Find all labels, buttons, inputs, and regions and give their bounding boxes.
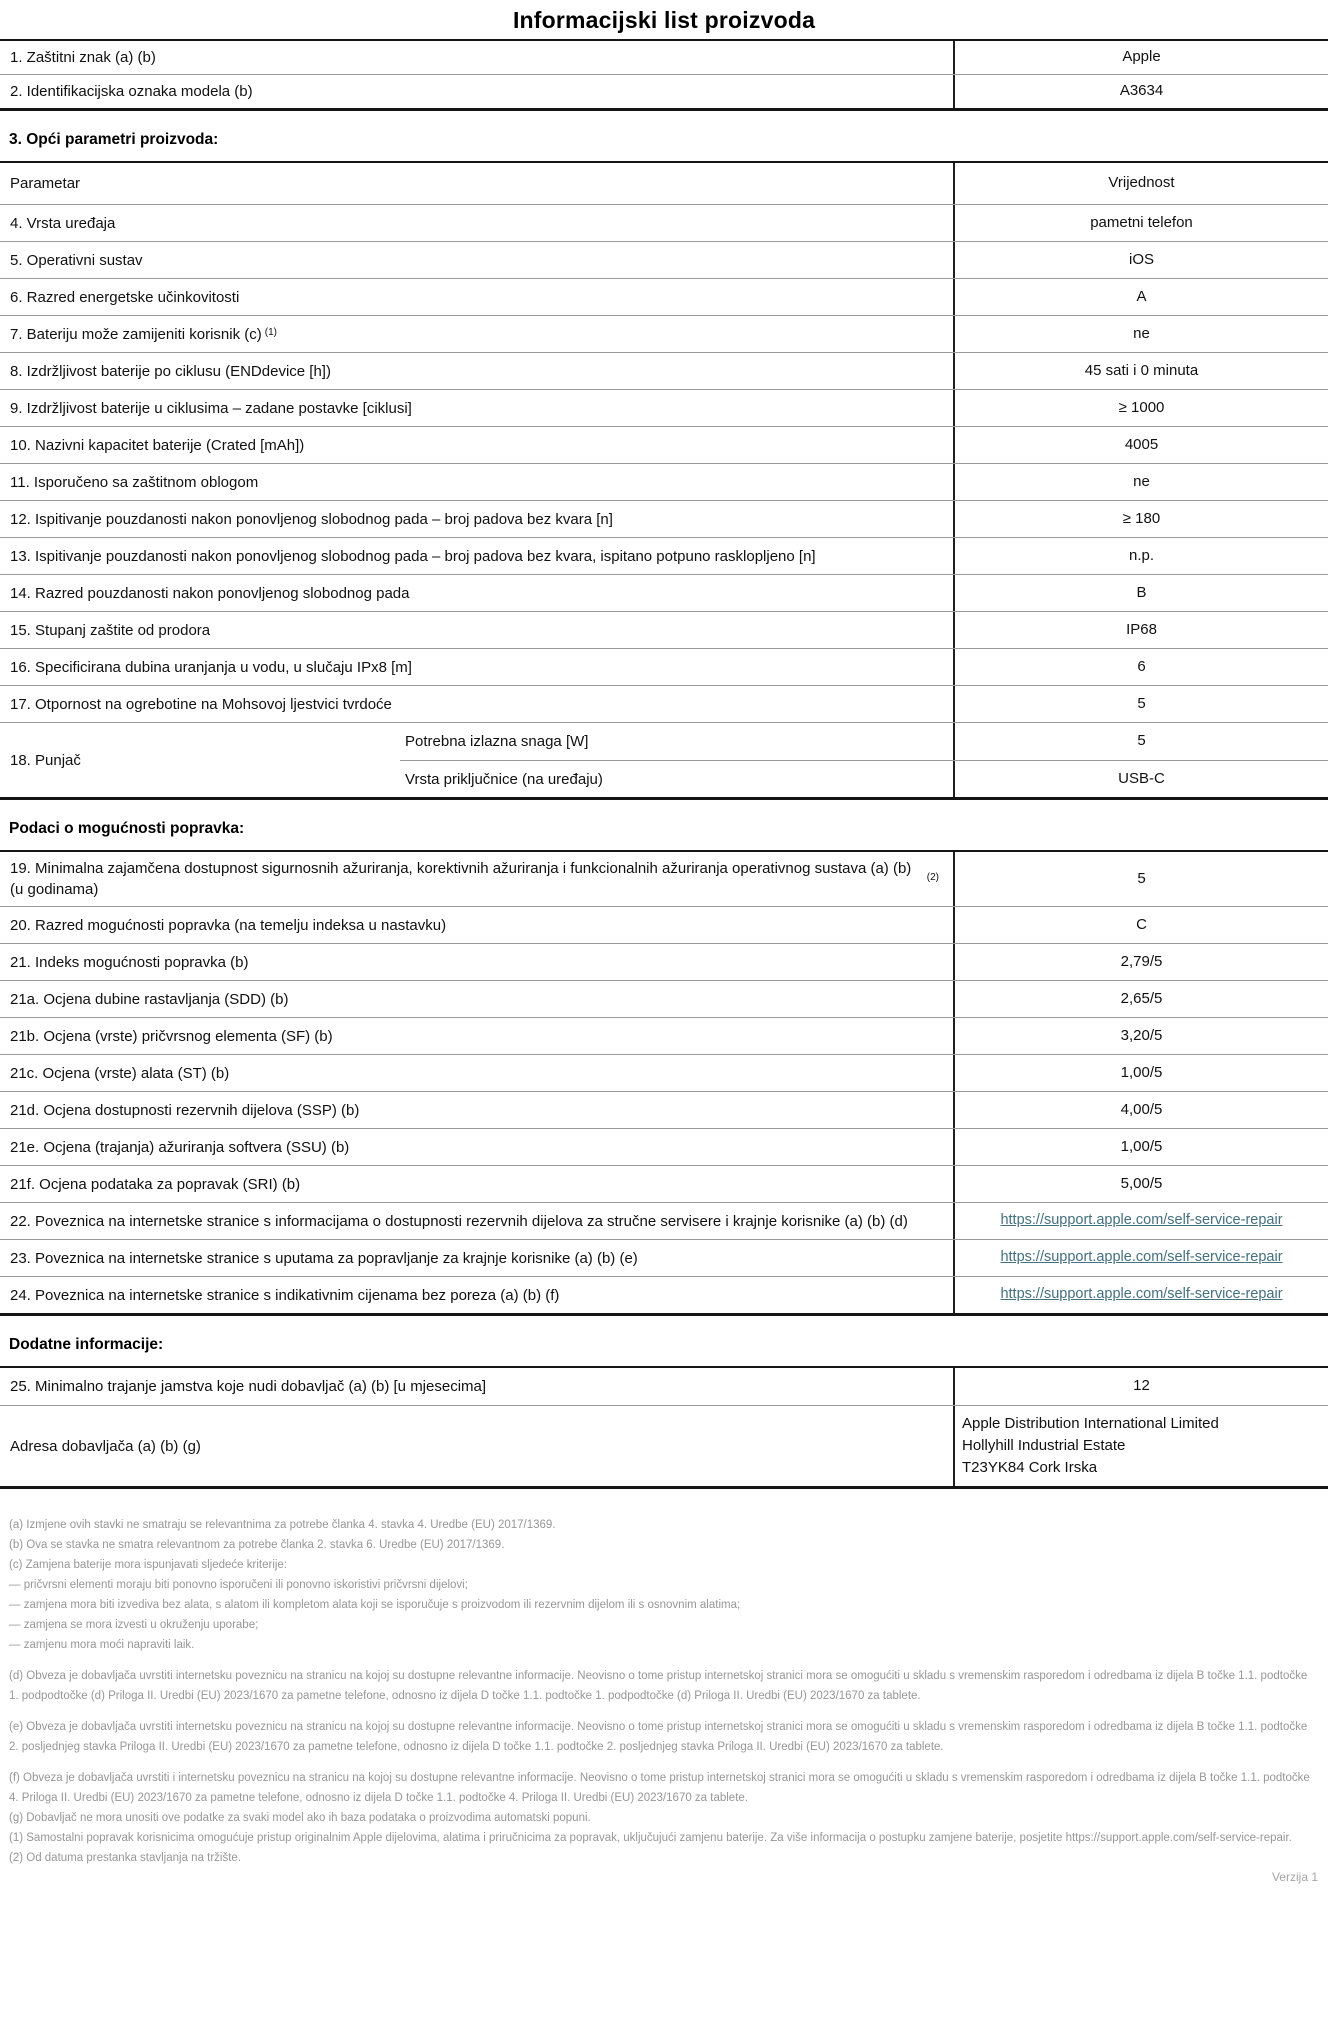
row-value: IP68 (953, 612, 1328, 648)
table-row row-scratch-resistance (0, 685, 1328, 722)
table-row row-battery-endurance-per-cycle (0, 352, 1328, 389)
row-label: 22. Poveznica na internetske stranice s informacijama o dostupnosti rezervnih dijelova za stručne servisere i krajnje korisnike (a) (b) (d) (10, 1212, 908, 1230)
row-label: 4. Vrsta uređaja (10, 214, 116, 232)
row-value: A3634 (953, 75, 1328, 108)
footnote-f: (f) Obveza je dobavljača uvrstiti i internetsku poveznicu na stranicu na kojoj su dostupne relevantne informacije. Neovisno o tome pristup internetskoj stranici mora se omogućiti u skladu s vremenskim rasporedom i odredbama iz dijela B točke 1.1. podtočke 4. Priloga II. Uredbi (EU) 2023/1670 za pametne telefone, odnosno iz dijela D točke 1.1. podtočke 4. Priloga II. Uredbi (EU) 2023/1670 za tablete. (9, 1772, 1310, 1804)
table-row row-os (0, 241, 1328, 278)
table-row row-warranty (0, 1368, 1328, 1405)
footnote-c-criterion: — zamjenu mora moći napraviti laik. (9, 1639, 195, 1651)
row-label: 6. Razred energetske učinkovitosti (10, 288, 240, 306)
table-row row-score-sf (0, 1017, 1328, 1054)
row-label: 23. Poveznica na internetske stranice s uputama za popravljanje za krajnje korisnike (a) (b) (e) (10, 1249, 638, 1267)
table-row row-energy-class (0, 278, 1328, 315)
address-line: T23YK84 Cork Irska (962, 1459, 1098, 1476)
table-row row-repair-instructions-link (0, 1239, 1328, 1276)
footnotes (0, 1489, 1328, 1868)
table-identification (0, 39, 1328, 111)
table-row row-charger-output-power (400, 723, 1328, 760)
row-sublabel: Vrsta priključnice (na uređaju) (405, 770, 603, 788)
footnote-g: (g) Dobavljač ne mora unositi ove podatke za svaki model ako ih baza podataka o proizvodima automatski popuni. (9, 1812, 591, 1824)
product-information-sheet (0, 7, 1328, 2017)
table-row row-spare-parts-link (0, 1202, 1328, 1239)
row-value: pametni telefon (953, 205, 1328, 241)
row-label: 13. Ispitivanje pouzdanosti nakon ponovljenog slobodnog pada – broj padova bez kvara, ispitano potpuno rasklopljeno [n] (10, 547, 816, 565)
row-label: 10. Nazivni kapacitet baterije (Crated [mAh]) (10, 436, 305, 454)
row-label: 16. Specificirana dubina uranjanja u vodu, u slučaju IPx8 [m] (10, 658, 412, 676)
table-row row-trademark (0, 41, 1328, 74)
row-label: 25. Minimalno trajanje jamstva koje nudi dobavljač (a) (b) [u mjesecima] (10, 1378, 487, 1395)
table-header-row (0, 163, 1328, 204)
footnote-b: (b) Ova se stavka ne smatra relevantnom za potrebe članka 2. stavka 6. Uredbe (EU) 2017/1369. (9, 1539, 505, 1551)
row-label: 7. Bateriju može zamijeniti korisnik (c) (1) (10, 325, 277, 343)
row-label: Adresa dobavljača (a) (b) (g) (10, 1437, 201, 1455)
table-row row-model-id (0, 74, 1328, 108)
row-label: 8. Izdržljivost baterije po ciklusu (ENDdevice [h]) (10, 362, 331, 380)
charger-subtable (400, 723, 1328, 797)
row-value: C (953, 907, 1328, 943)
row-value (953, 1277, 1328, 1313)
column-header-value: Vrijednost (953, 163, 1328, 204)
table-row row-supplier-address (0, 1405, 1328, 1486)
table-row row-charger (0, 722, 1328, 797)
section-heading-additional-info: Dodatne informacije: (9, 1336, 164, 1353)
page-title: Informacijski list proizvoda (512, 7, 816, 33)
row-label: 5. Operativni sustav (10, 251, 143, 269)
table-row row-score-sdd (0, 980, 1328, 1017)
table-additional-info (0, 1366, 1328, 1489)
row-value: 4,00/5 (953, 1092, 1328, 1128)
address-line: Hollyhill Industrial Estate (962, 1437, 1126, 1454)
footnote-c-criterion: — zamjena se mora izvesti u okruženju uporabe; (9, 1619, 259, 1631)
table-row row-device-type (0, 204, 1328, 241)
table-row row-charger-connector-type (400, 760, 1328, 797)
row-value: ≥ 180 (953, 501, 1328, 537)
table-row row-protective-cover (0, 463, 1328, 500)
row-value: 12 (953, 1368, 1328, 1405)
row-value: 5 (953, 723, 1328, 760)
row-value: B (953, 575, 1328, 611)
row-value: 5 (953, 852, 1328, 906)
row-value: iOS (953, 242, 1328, 278)
row-label: 2. Identifikacijska oznaka modela (b) (10, 83, 253, 100)
row-label: 12. Ispitivanje pouzdanosti nakon ponovljenog slobodnog pada – broj padova bez kvara [n] (10, 510, 613, 528)
table-row row-drop-reliability-class (0, 574, 1328, 611)
table-row row-score-sri (0, 1165, 1328, 1202)
row-label: 9. Izdržljivost baterije u ciklusima – zadane postavke [ciklusi] (10, 399, 412, 417)
footnote-c-criterion: — pričvrsni elementi moraju biti ponovno isporučeni ili ponovno iskoristivi pričvrsni dijelovi; (9, 1579, 468, 1591)
row-value: 2,79/5 (953, 944, 1328, 980)
row-value: 2,65/5 (953, 981, 1328, 1017)
table-row row-score-ssu (0, 1128, 1328, 1165)
table-repairability (0, 850, 1328, 1316)
row-label: 21b. Ocjena (vrste) pričvrsnog elementa (SF) (b) (10, 1027, 333, 1045)
self-service-repair-link[interactable]: https://support.apple.com/self-service-repair (1000, 1212, 1283, 1229)
table-row row-battery-capacity (0, 426, 1328, 463)
row-value (953, 1203, 1328, 1239)
row-value: 6 (953, 649, 1328, 685)
table-row row-repair-index (0, 943, 1328, 980)
row-label: 18. Punjač (10, 751, 81, 769)
table-row row-drop-test-unfolded (0, 537, 1328, 574)
row-label: 21f. Ocjena podataka za popravak (SRI) (b) (10, 1175, 301, 1193)
row-value: 1,00/5 (953, 1129, 1328, 1165)
footnote-ref-1: (1) (264, 327, 277, 338)
row-label: 17. Otpornost na ogrebotine na Mohsovoj ljestvici tvrdoće (10, 695, 392, 713)
row-label: 20. Razred mogućnosti popravka (na temelju indeksa u nastavku) (10, 916, 447, 934)
table-row row-immersion-depth (0, 648, 1328, 685)
row-value: Apple (953, 41, 1328, 74)
column-header-parameter: Parametar (10, 175, 81, 192)
row-value: ne (953, 316, 1328, 352)
footnote-ref-2: (2) (926, 872, 939, 883)
self-service-repair-link[interactable]: https://support.apple.com/self-service-repair (1000, 1249, 1283, 1266)
row-label: 14. Razred pouzdanosti nakon ponovljenog slobodnog pada (10, 584, 410, 602)
row-label: 19. Minimalna zajamčena dostupnost sigurnosnih ažuriranja, korektivnih ažuriranja i funkcionalnih ažuriranja operativnog sustava (a) (b) (u godinama) (2) (10, 860, 939, 898)
row-value: 1,00/5 (953, 1055, 1328, 1091)
footnote-a: (a) Izmjene ovih stavki ne smatraju se relevantnima za potrebe članka 4. stavka 4. Uredbe (EU) 2017/1369. (9, 1519, 556, 1531)
table-row row-score-ssp (0, 1091, 1328, 1128)
row-value: 5,00/5 (953, 1166, 1328, 1202)
row-label: 21. Indeks mogućnosti popravka (b) (10, 953, 249, 971)
table-row row-ingress-protection (0, 611, 1328, 648)
row-label: 1. Zaštitni znak (a) (b) (10, 49, 156, 66)
table-row row-drop-test (0, 500, 1328, 537)
row-value: n.p. (953, 538, 1328, 574)
row-label: 21e. Ocjena (trajanja) ažuriranja softvera (SSU) (b) (10, 1138, 350, 1156)
footnote-e: (e) Obveza je dobavljača uvrstiti internetsku poveznicu na stranicu na kojoj su dostupne relevantne informacije. Neovisno o tome pristup internetskoj stranici mora se omogućiti u skladu s vremenskim rasporedom i odredbama iz dijela B točke 1.1. podtočke 2. posljednjeg stavka Priloga II. Uredbi (EU) 2023/1670 za pametne telefone, odnosno iz dijela D točke 1.1. podtočke 2. posljednjeg stavka Priloga II. Uredbi (EU) 2023/1670 za tablete. (9, 1721, 1308, 1753)
table-general-params (0, 161, 1328, 800)
table-row row-indicative-prices-link (0, 1276, 1328, 1313)
row-label: 21d. Ocjena dostupnosti rezervnih dijelova (SSP) (b) (10, 1101, 360, 1119)
address-line: Apple Distribution International Limited (962, 1415, 1219, 1432)
table-row row-battery-endurance-cycles (0, 389, 1328, 426)
row-value: ne (953, 464, 1328, 500)
row-value: A (953, 279, 1328, 315)
footnote-2: (2) Od datuma prestanka stavljanja na tržište. (9, 1852, 242, 1864)
footnote-c-criterion: — zamjena mora biti izvediva bez alata, s alatom ili kompletom alata koji se isporučuje s proizvodom ili rezervnim dijelom ili s osnovnim alatima; (9, 1599, 741, 1611)
row-value supplier-address (953, 1406, 1328, 1486)
row-value: 4005 (953, 427, 1328, 463)
row-label: 24. Poveznica na internetske stranice s indikativnim cijenama bez poreza (a) (b) (f) (10, 1286, 560, 1304)
row-value: USB-C (953, 761, 1328, 797)
footnote-d: (d) Obveza je dobavljača uvrstiti internetsku poveznicu na stranicu na kojoj su dostupne relevantne informacije. Neovisno o tome pristup internetskoj stranici mora se omogućiti u skladu s vremenskim rasporedom i odredbama iz dijela B točke 1.1. podtočke 1. podpodtočke (d) Priloga II. Uredbi (EU) 2023/1670 za pametne telefone, odnosno iz dijela D točke 1.1. podtočke 1. podpodtočke (d) Priloga II. Uredbi (EU) 2023/1670 za tablete. (9, 1670, 1308, 1702)
row-value: 3,20/5 (953, 1018, 1328, 1054)
section-heading-repairability: Podaci o mogućnosti popravka: (9, 820, 245, 837)
row-label: 11. Isporučeno sa zaštitnom oblogom (10, 473, 259, 491)
footnote-c: (c) Zamjena baterije mora ispunjavati sljedeće kriterije: (9, 1559, 288, 1571)
row-label: 21c. Ocjena (vrste) alata (ST) (b) (10, 1064, 230, 1082)
table-row row-repairability-class (0, 906, 1328, 943)
row-label: 15. Stupanj zaštite od prodora (10, 621, 211, 639)
row-value: 45 sati i 0 minuta (953, 353, 1328, 389)
row-sublabel: Potrebna izlazna snaga [W] (405, 733, 589, 750)
self-service-repair-link[interactable]: https://support.apple.com/self-service-repair (1000, 1286, 1283, 1303)
row-value (953, 1240, 1328, 1276)
row-label: 21a. Ocjena dubine rastavljanja (SDD) (b) (10, 990, 289, 1008)
table-row row-update-availability (0, 852, 1328, 906)
row-value: 5 (953, 686, 1328, 722)
row-value: ≥ 1000 (953, 390, 1328, 426)
table-row row-battery-user-replaceable (0, 315, 1328, 352)
table-row row-score-st (0, 1054, 1328, 1091)
section-heading-general-params: 3. Opći parametri proizvoda: (9, 131, 219, 148)
footnote-1: (1) Samostalni popravak korisnicima omogućuje pristup originalnim Apple dijelovima, alatima i priručnicima za popravak, uključujući zamjenu baterije. Za više informacija o postupku zamjene baterije, posjetite https://support.apple.com/self-service-repair. (9, 1832, 1292, 1844)
version-label: Verzija 1 (1271, 1870, 1318, 1884)
